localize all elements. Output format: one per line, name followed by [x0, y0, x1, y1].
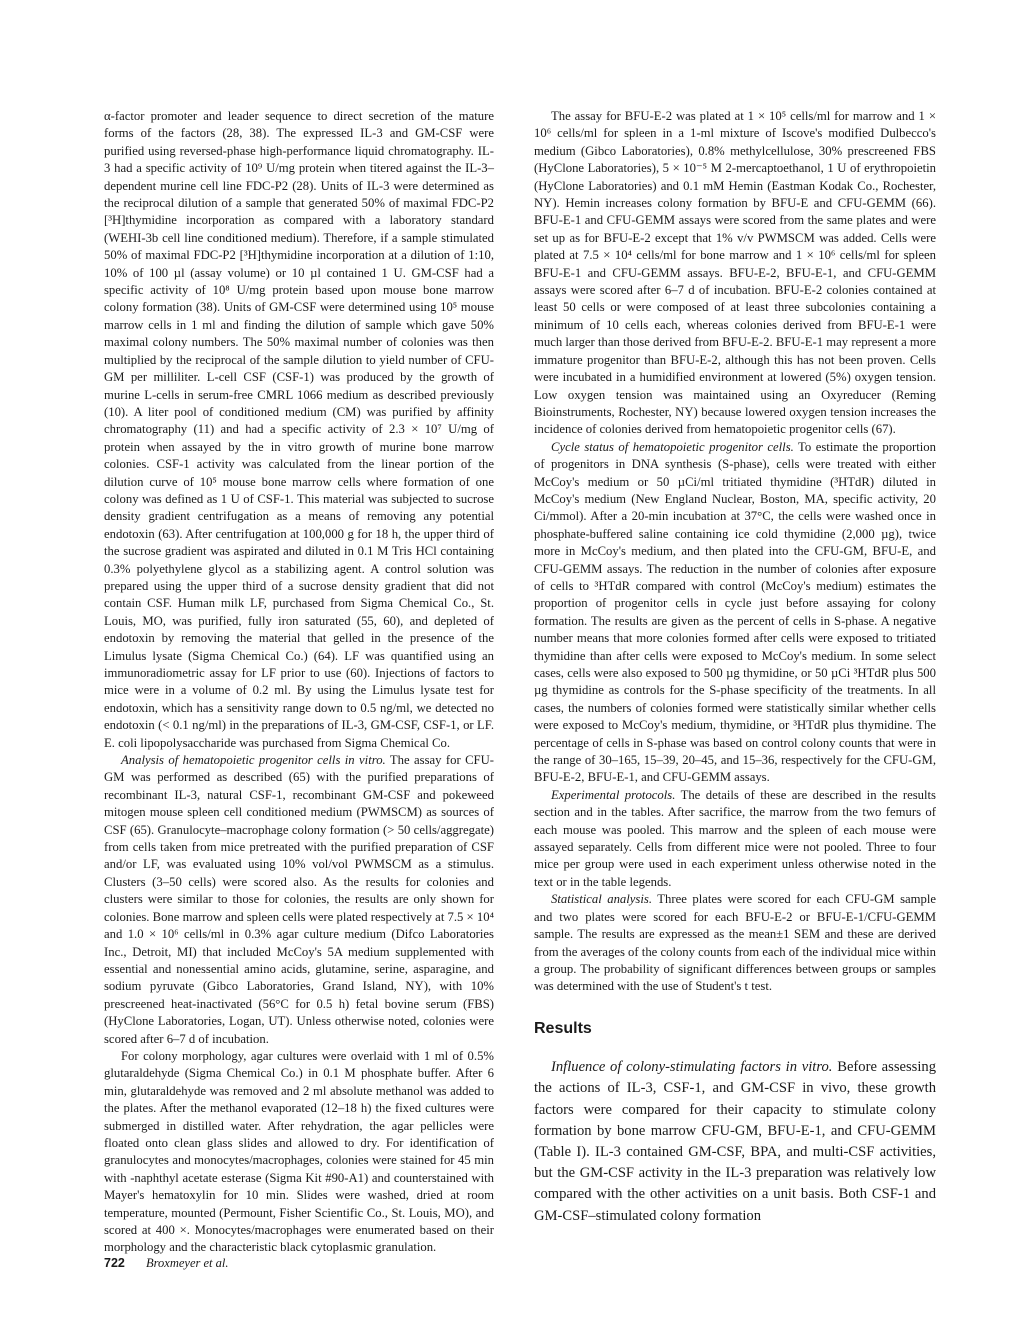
methods-paragraph-colony-morphology: For colony morphology, agar cultures were overlaid with 1 ml of 0.5% glutaraldehyde (Sigma Chemical Co.) in 0.1 M phosphate buffer. After 6 min, glutaraldehyde was removed and 2 ml absolute methanol was added to the plates. After the methanol evaporated (12–18 h) the fixed cultures were submerged in distilled water. After rehydration, the agar pellicles were floated onto clean glass slides and allowed to dry. For identification of granulocytes and monocytes/macrophages, colonies were stained for 45 min with -naphthyl acetate esterase (Sigma Kit #90-A1) and counterstained with Mayer's hematoxylin for 10 min. Slides were washed, dried at room temperature, mounted (Permount, Fisher Scientific Co., St. Louis, MO), and scored at 400 ×. Monocytes/macrophages were enumerated based on their morphology and the characteristic black cytoplasmic granulation. — [104, 1048, 494, 1255]
run-in-heading-experimental-protocols: Experimental protocols. — [551, 787, 676, 802]
right-column — [534, 108, 936, 1227]
methods-paragraph-bfu-e-assay: The assay for BFU-E-2 was plated at 1 × 10⁵ cells/ml for marrow and 1 × 10⁶ cells/ml for spleen in a 1-ml mixture of Iscove's modified Dulbecco's medium (Gibco Laboratories), 0.8% methylcellulose, 30% prescreened FBS (HyClone Laboratories), 5 × 10⁻⁵ M 2-mercaptoethanol, 1 U of erythropoietin (HyClone Laboratories) and 0.1 mM Hemin (Eastman Kodak Co., Rochester, NY). Hemin increases colony formation by BFU-E and CFU-GEMM (66). BFU-E-1 and CFU-GEMM assays were scored from the same plates and were set up as for BFU-E-2 except that 1% v/v PWMSCM was added. Cells were plated at 7.5 × 10⁴ cells/ml for bone marrow and 1 × 10⁶ cells/ml for spleen BFU-E-1 and CFU-GEMM assays. BFU-E-2, BFU-E-1, and CFU-GEMM assays were scored after 6–7 d of incubation. BFU-E-2 colonies contained at least 50 cells or were composed of at least three subcolonies containing a minimum of 10 cells each, whereas colonies derived from BFU-E-1 were much larger than those derived from BFU-E-2. BFU-E-1 may represent a more immature progenitor than BFU-E-2, although this has not been proven. Cells were incubated in a humidified environment at lowered (5%) oxygen tension. Low oxygen tension was maintained using an Oxyreducer (Reming Bioinstruments, Rochester, NY) because lowered oxygen tension increases the incidence of colonies derived from hematopoietic progenitor cells (67). — [534, 109, 936, 437]
page-footer — [104, 1256, 228, 1271]
methods-paragraph-experimental-protocols — [534, 787, 936, 891]
run-in-heading-cycle-status: Cycle status of hematopoietic progenitor cells. — [551, 439, 794, 454]
running-head: Broxmeyer et al. — [145, 1256, 229, 1270]
csf-in-vitro-text: Before assessing the actions of IL-3, CSF-1, and GM-CSF in vivo, these growth factors were compared for their capacity to stimulate colony formation by bone marrow CFU-GM, BFU-E-1, and CFU-GEMM (Table I). IL-3 contained GM-CSF, BPA, and multi-CSF activities, but the GM-CSF activity in the IL-3 preparation was relatively low compared with the other activities on a unit basis. Both CSF-1 and GM-CSF–stimulated colony formation — [534, 1059, 936, 1224]
run-in-heading-statistical-analysis: Statistical analysis. — [551, 892, 653, 907]
results-section-heading: Results — [534, 1019, 592, 1037]
statistical-analysis-text: Three plates were scored for each CFU-GM sample and two plates were scored for each BFU-E-2 or BFU-E-1/CFU-GEMM sample. The results are expressed as the mean±1 SEM and these are derived from the averages of the colony counts from each of the individual mice within a group. The probability of significant differences between groups or samples was determined with the use of Student's t test. — [534, 892, 937, 994]
run-in-heading-progenitor-analysis: Analysis of hematopoietic progenitor cells in vitro. — [121, 753, 386, 768]
methods-paragraph-progenitor-analysis — [104, 752, 494, 1048]
page-number: 722 — [104, 1256, 125, 1270]
run-in-heading-csf-in-vitro: Influence of colony-stimulating factors in vitro. — [551, 1059, 833, 1076]
methods-paragraph-factors: α-factor promoter and leader sequence to direct secretion of the mature forms of the factors (28, 38). The expressed IL-3 and GM-CSF were purified using reversed-phase high-performance liquid chromatography. IL-3 had a specific activity of 10⁹ U/mg protein when titered against the IL-3–dependent murine cell line FDC-P2 (28). Units of IL-3 were determined as the reciprocal dilution of a sample that generated 50% of maximal FDC-P2 [³H]thymidine incorporation as compared with a laboratory standard (WEHI-3b cell line conditioned medium). Therefore, if a sample stimulated 50% of maximal FDC-P2 [³H]thymidine incorporation at a dilution of 1:10, 10% of 100 µl (assay volume) or 10 µl contained 1 U. GM-CSF had a specific activity of 10⁸ U/mg protein based upon mouse bone marrow colony formation (38). Units of GM-CSF were determined using 10⁵ mouse marrow cells in 1 ml and finding the dilution of sample which gave 50% maximal colony numbers. The 50% maximal number of colonies was then multiplied by the reciprocal of the sample dilution to yield number of CFU-GM per milliliter. L-cell CSF (CSF-1) was produced by the growth of murine L-cells in serum-free CMRL 1066 medium as described previously (10). A liter pool of conditioned medium (CM) was purified by affinity chromatography (11) and had a specific activity of 2.3 × 10⁷ U/mg of protein when assayed by the in vitro growth of murine bone marrow colonies. CSF-1 activity was calculated from the linear portion of the dilution curve of 10⁵ mouse bone marrow cells where formation of one colony was defined as 1 U of CSF-1. This material was subjected to sucrose density gradient centrifugation as a means of removing any potential endotoxin (63). After centrifugation at 100,000 g for 18 h, the upper third of the sucrose gradient was aspirated and diluted in 0.1 M Tris HCl containing 0.3% polyethylene glycol as a stabilizing agent. A control solution was prepared using the upper third of a sucrose density gradient that did not contain CSF. Human milk LF, purchased from Sigma Chemical Co., St. Louis, MO, was purified, fully iron saturated (55, 60), and depleted of endotoxin by removing the material that gelled in the presence of the Limulus lysate (Sigma Chemical Co.) (64). LF was quantified using an immunoradiometric assay for LF prior to use (60). Injections of factors to mice were in a volume of 0.2 ml. By using the Limulus lysate test for endotoxin, which has a sensitivity range down to 0.5 ng/ml, we detected no endotoxin (< 0.1 ng/ml) in the preparations of IL-3, GM-CSF, CSF-1, or LF. E. coli lipopolysaccharide was purchased from Sigma Chemical Co. — [104, 109, 494, 750]
experimental-protocols-text: The details of these are described in the results section and in the tables. After sacrifice, the marrow from the two femurs of each mouse was pooled. This marrow and the spleen of each mouse were assayed separately. Cells from different mice were not pooled. Three to four mice per group were used in each experiment unless otherwise noted in the text or in the table legends. — [534, 787, 936, 889]
cycle-status-text: To estimate the proportion of progenitors in DNA synthesis (S-phase), cells were treated with either McCoy's medium or 50 µCi/ml tritiated thymidine (³HTdR) diluted in McCoy's medium (New England Nuclear, Boston, MA, specific activity, 20 Ci/mmol). After a 20-min incubation at 37°C, the cells were washed once in phosphate-buffered saline containing ice cold thymidine (2,000 µg), twice more in McCoy's medium, and then plated into the CFU-GM, BFU-E, and CFU-GEMM assays. The reduction in the number of colonies after exposure of cells to ³HTdR compared with control (McCoy's medium) estimates the proportion of progenitor cells in cycle just before assaying for colony formation. The results are given as the percent of cells in S-phase. A negative number means that more colonies formed after cells were exposed to tritiated thymidine than after cells were exposed to McCoy's medium. In some select cases, cells were also exposed to 500 µg thymidine, or 50 µCi ³HTdR plus 500 µg thymidine as controls for the S-phase specificity of the treatments. In all cases, the numbers of colonies formed were statistically similar whether cells were exposed to McCoy's medium, thymidine, or ³HTdR plus thymidine. The percentage of cells in S-phase was based on control colony counts that were in the range of 30–165, 15–39, 20–45, and 15–36, respectively for the CFU-GM, BFU-E-2, BFU-E-1, and CFU-GEMM assays. — [534, 439, 936, 785]
results-paragraph-csf-in-vitro — [534, 1057, 936, 1227]
progenitor-analysis-text: The assay for CFU-GM was performed as described (65) with the purified preparations of recombinant IL-3, natural CSF-1, recombinant GM-CSF and pokeweed mitogen mouse spleen cell conditioned medium (PWMSCM) as sources of CSF (65). Granulocyte–macrophage colony formation (> 50 cells/aggregate) from cells taken from mice pretreated with the purified preparation of CSF and/or LF, was evaluated using 10% vol/vol PWMSCM as a stimulus. Clusters (3–50 cells) were scored also. As the results for colonies and clusters were similar to those for colonies, the results are only shown for colonies. Bone marrow and spleen cells were plated respectively at 7.5 × 10⁴ and 1.0 × 10⁶ cells/ml in 0.3% agar culture medium (Difco Laboratories Inc., Detroit, MI) that included McCoy's 5A medium supplemented with essential and nonessential amino acids, glutamine, serine, asparagine, and sodium pyruvate (Gibco Laboratories, Grand Island, NY), with 10% prescreened heat-inactivated (56°C for 0.5 h) fetal bovine serum (FBS) (HyClone Laboratories, Logan, UT). Unless otherwise noted, colonies were scored after 6–7 d of incubation. — [104, 753, 494, 1046]
methods-paragraph-cycle-status — [534, 439, 936, 787]
methods-paragraph-statistical-analysis — [534, 891, 936, 995]
left-column — [104, 108, 494, 1257]
